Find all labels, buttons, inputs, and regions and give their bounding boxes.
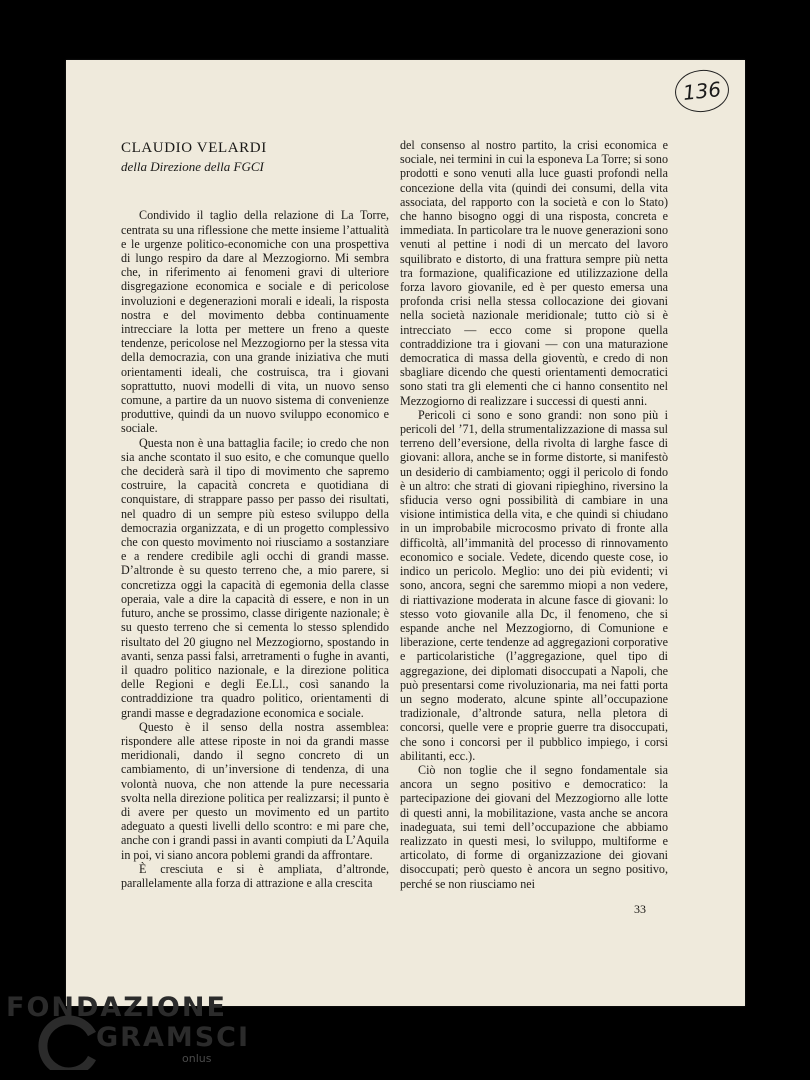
logo-text-line1: FONDAZIONE — [6, 992, 227, 1023]
logo-text-line2: GRAMSCI — [96, 1022, 251, 1053]
paragraph-1: Condivido il taglio della relazione di La Torre, centrata su una riflessione che mette insieme l’attualità e le urgenze politico-economiche con una prospettiva di lungo respiro da dare al Mezzogiorno. Mi sembra che, in riferimento ai fenomeni gravi di ulteriore disgregazione economica e sociale e di pericolose involuzioni e degenerazioni morali e ideali, la risposta nostra e del movimento debba continuamente intrecciare la lotta per mettere un freno a queste tendenze, pericolose nel Mezzogiorno per la stessa vita della democrazia, con una grande iniziativa che muti orientamenti ideali, che costruisca, tra i giovani soprattutto, nuovi modelli di vita, un nuovo senso comune, a partire da un nuovo sistema di convenienze produttive, quindi da un nuovo sviluppo economico e sociale. — [121, 208, 389, 436]
paragraph-4: È cresciuta e si è ampliata, d’altronde, parallelamente alla forza di attrazione e alla crescita — [121, 861, 389, 890]
author-name: CLAUDIO VELARDI — [121, 140, 267, 156]
author-role: della Direzione della FGCI — [121, 159, 264, 175]
paragraph-5: del consenso al nostro partito, la crisi economica e sociale, nei termini in cui la esponeva La Torre; si sono prodotti e sono venuti alla luce guasti profondi nella concezione della vita (quindi dei consumi, della vita associata, del rapporto con la società e con lo Stato) che hanno bisogno oggi di una risposta, concreta e immediata. In particolare tra le nuove generazioni sono venuti al pettine i nodi di un mercato del lavoro squilibrato e distorto, di una frattura sempre più netta tra formazione, qualificazione ed utilizzazione della forza lavoro giovanile, ed è per questo emersa una profonda crisi nella stessa collocazione dei giovani nella società nazionale meridionale; tutto ciò si è intrecciato — ecco come si propone quella contraddizione tra i giovani — con una maturazione democratica di massa della gioventù, e credo di non sbagliare dicendo che questi orientamenti democratici sono stati tra gli elementi che ci hanno consentito nel Mezzogiorno di realizzare i successi di questi anni. — [400, 138, 668, 408]
fondazione-gramsci-logo — [6, 992, 266, 1076]
paragraph-7: Ciò non toglie che il segno fondamentale sia ancora un segno positivo e democratico: la partecipazione dei giovani del Mezzogiorno alle lotte di questi anni, la mobilitazione, vasta anche se ancora inadeguata, sui temi dell’occupazione che abbiamo realizzato in questi mesi, lo sviluppo, multiforme e articolato, di forme di organizzazione dei giovani disoccupati; però questo è ancora un segno positivo, perché se non riusciamo nei — [400, 762, 668, 891]
paragraph-2: Questa non è una battaglia facile; io credo che non sia anche scontato il suo esito, e che comunque quello che deciderà sarà il tipo di movimento che sapremo costruire, la capacità concreta e quotidiana di conquistare, di strappare passo per passo dei risultati, nel quadro di un sempre più esteso sviluppo della democrazia organizzata, e di un progetto complessivo che con questo movimento noi riusciamo a sostanziare e a rendere credibile agli occhi di grandi masse. D’altronde è su questo terreno che, a mio parere, si concretizza oggi la capacità di egemonia della classe operaia, vale a dire la capacità di essere, e non in un futuro, anche se prossimo, classe dirigente nazionale; è su questo terreno che si cementa lo stesso splendido risultato del 20 giugno nel Mezzogiorno, spostando in avanti, senza passi falsi, arretramenti o fughe in avanti, il quadro politico nazionale, e la direzione politica delle Regioni e degli Ee.Ll., così sanando la contraddizione tra quadro politico, orientamenti di grandi masse e degradazione economica e sociale. — [121, 435, 389, 720]
right-column — [400, 138, 668, 891]
paragraph-6: Pericoli ci sono e sono grandi: non sono più i pericoli del ’71, della strumentalizzazione di massa sul terreno dell’eversione, della rivolta di larghe fasce di giovani: allora, anche se in forme distorte, si manifestò un desiderio di cambiamento; oggi il pericolo di fondo è un altro: che strati di giovani ripieghino, riversino la sfiducia verso ogni possibilità di cambiare in una visione intimistica della vita, e che quindi si chiudano in un improbabile microcosmo privato di fronte alla difficoltà, all’immanità del processo di rinnovamento economico e sociale. Vedete, dicendo queste cose, io indico un pericolo. Meglio: uno dei più evidenti; vi sono, ancora, segni che saremmo miopi a non vedere, di riattivazione moderata in alcune fasce di giovani: lo stesso voto giovanile alla Dc, il fenomeno, che si espande anche nel Mezzogiorno, di Comunione e liberazione, certe tendenze ad aggregazioni corporative e particolaristiche (l’aggregazione, quel tipo di aggregazione, dei diplomati disoccupati a Napoli, che può presentarsi come rivoluzionaria, ma nei fatti porta un segno moderato, alcune spinte all’occupazione tradizionale, d’altronde satura, nella pletora di concorsi, quelle vere e proprie guerre tra disoccupati, che sono i concorsi per il pubblico impiego, i corsi abilitanti, ecc.). — [400, 407, 668, 763]
paragraph-3: Questo è il senso della nostra assemblea: rispondere alle attese riposte in noi da grandi masse meridionali, dando il segno concreto di un cambiamento, di un’inversione di tendenza, di una volontà nuova, che non attende la pure necessaria svolta nella direzione politica per realizzarsi; il punto è di avere per questo un movimento ed un partito adeguato a questi livelli dello scontro: e mi pare che, anche con i grandi passi in avanti compiuti da L’Aquila in poi, vi siano ancora poblemi grandi da affrontare. — [121, 719, 389, 862]
page-number: 33 — [634, 902, 646, 916]
heading-spacer — [121, 174, 389, 208]
document-page — [66, 60, 745, 1006]
handwritten-page-mark: 136 — [673, 67, 731, 114]
logo-subtitle: onlus — [182, 1052, 212, 1065]
left-column — [121, 138, 389, 890]
logo-arc-icon — [34, 1014, 98, 1070]
